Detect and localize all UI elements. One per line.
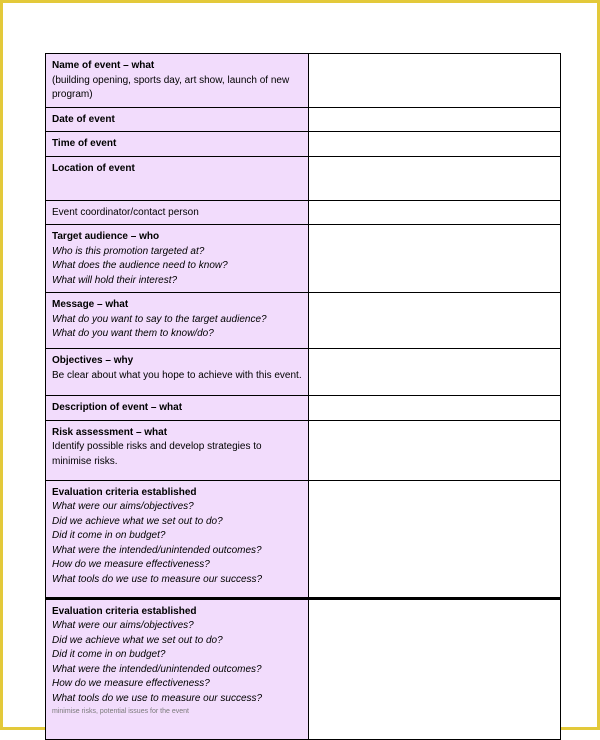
label-evaluation-criteria-1 (46, 480, 309, 598)
evaluation1-question-5: How do we measure effectiveness? (52, 559, 210, 570)
input-evaluation-criteria-2[interactable] (309, 599, 561, 739)
input-target-audience[interactable] (309, 225, 561, 293)
title-description: Description of event – what (52, 402, 183, 413)
input-name-of-event[interactable] (309, 54, 561, 108)
label-target-audience (46, 225, 309, 293)
evaluation2-question-6: What tools do we use to measure our success? (52, 692, 263, 704)
row-event-coordinator (46, 200, 561, 225)
evaluation1-question-3: Did it come in on budget? (52, 530, 166, 541)
row-target-audience (46, 225, 561, 293)
row-time-of-event (46, 132, 561, 157)
label-date-of-event (46, 107, 309, 132)
row-evaluation-criteria-1 (46, 480, 561, 598)
event-plan-table (45, 53, 561, 740)
evaluation1-question-4: What were the intended/unintended outcomes? (52, 544, 262, 556)
audience-question-2: What does the audience need to know? (52, 260, 228, 271)
evaluation2-question-1: What were our aims/objectives? (52, 620, 194, 631)
label-name-of-event (46, 54, 309, 108)
input-time-of-event[interactable] (309, 132, 561, 157)
event-planning-form (45, 53, 561, 715)
title-time-of-event: Time of event (52, 138, 117, 149)
row-objectives (46, 349, 561, 396)
label-message (46, 293, 309, 349)
input-objectives[interactable] (309, 349, 561, 396)
label-location-of-event (46, 156, 309, 200)
evaluation1-question-6: What tools do we use to measure our success? (52, 573, 263, 585)
audience-question-3: What will hold their interest? (52, 274, 178, 286)
title-objectives: Objectives – why (52, 355, 134, 366)
row-message (46, 293, 561, 349)
input-evaluation-criteria-1[interactable] (309, 480, 561, 598)
title-risk-assessment: Risk assessment – what (52, 426, 168, 438)
evaluation2-question-5: How do we measure effectiveness? (52, 678, 210, 689)
evaluation2-question-2: Did we achieve what we set out to do? (52, 634, 223, 646)
row-risk-assessment (46, 420, 561, 480)
cutoff-text: minimise risks, potential issues for the event (52, 708, 189, 715)
title-evaluation-criteria-2: Evaluation criteria established (52, 605, 197, 617)
row-name-of-event (46, 54, 561, 108)
input-risk-assessment[interactable] (309, 420, 561, 480)
message-question-1: What do you want to say to the target audience? (52, 313, 267, 325)
row-location-of-event (46, 156, 561, 200)
risk-assessment-text: Identify possible risks and develop strategies to minimise risks. (52, 441, 262, 467)
input-description[interactable] (309, 396, 561, 421)
label-objectives (46, 349, 309, 396)
title-target-audience: Target audience – who (52, 231, 160, 242)
title-date-of-event: Date of event (52, 113, 115, 125)
label-event-coordinator (46, 200, 309, 225)
row-description (46, 396, 561, 421)
input-event-coordinator[interactable] (309, 200, 561, 225)
evaluation1-question-2: Did we achieve what we set out to do? (52, 515, 223, 527)
objectives-text: Be clear about what you hope to achieve with this event. (52, 369, 302, 381)
label-time-of-event (46, 132, 309, 157)
evaluation2-question-4: What were the intended/unintended outcomes? (52, 663, 262, 675)
note-name-of-event: (building opening, sports day, art show, launch of new program) (52, 74, 290, 100)
evaluation1-question-1: What were our aims/objectives? (52, 501, 194, 512)
label-risk-assessment (46, 420, 309, 480)
input-date-of-event[interactable] (309, 107, 561, 132)
message-question-2: What do you want them to know/do? (52, 328, 214, 339)
title-location-of-event: Location of event (52, 162, 135, 174)
input-location-of-event[interactable] (309, 156, 561, 200)
evaluation2-question-3: Did it come in on budget? (52, 649, 166, 660)
row-date-of-event (46, 107, 561, 132)
title-evaluation-criteria-1: Evaluation criteria established (52, 486, 197, 498)
row-evaluation-criteria-2 (46, 599, 561, 739)
title-name-of-event: Name of event – what (52, 60, 155, 71)
label-evaluation-criteria-2 (46, 599, 309, 739)
input-message[interactable] (309, 293, 561, 349)
label-description (46, 396, 309, 421)
title-message: Message – what (52, 299, 129, 310)
audience-question-1: Who is this promotion targeted at? (52, 245, 205, 257)
title-event-coordinator: Event coordinator/contact person (52, 206, 199, 218)
